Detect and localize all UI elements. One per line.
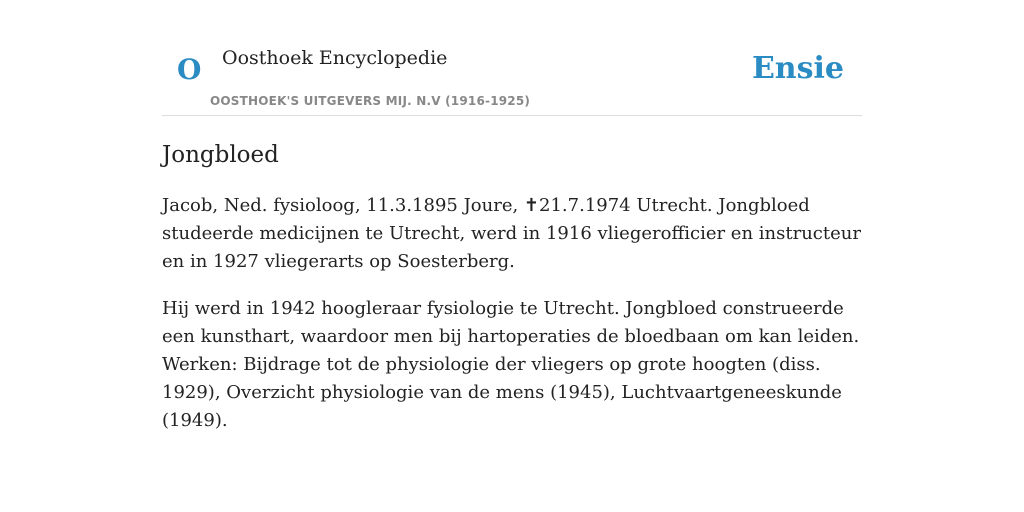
entry-paragraph: Hij werd in 1942 hoogleraar fysiologie te Utrecht. Jongbloed construeerde een kunsthart, waardoor men bij hartoperaties de bloedbaan om kan leiden. Werken: Bijdrage tot de physiologie der vliegers op grote hoogten (diss. 1929), Overzicht physiologie van de mens (1945), Luchtvaartgeneeskunde (1949). xyxy=(162,298,860,431)
encyclopedia-title[interactable]: Oosthoek Encyclopedie xyxy=(222,47,448,69)
site-header xyxy=(162,0,862,116)
publisher-subtitle: OOSTHOEK'S UITGEVERS MIJ. N.V (1916-1925) xyxy=(210,94,531,108)
encyclopedia-logo[interactable]: O xyxy=(177,53,202,86)
ensie-brand-link[interactable]: Ensie xyxy=(751,51,844,86)
entry-paragraph: Jacob, Ned. fysioloog, 11.3.1895 Joure, ✝21.7.1974 Utrecht. Jongbloed studeerde medicijnen te Utrecht, werd in 1916 vliegerofficier en instructeur en in 1927 vliegerarts op Soesterberg. xyxy=(162,195,861,272)
entry-title: Jongbloed xyxy=(162,142,279,168)
page-container xyxy=(162,0,862,431)
